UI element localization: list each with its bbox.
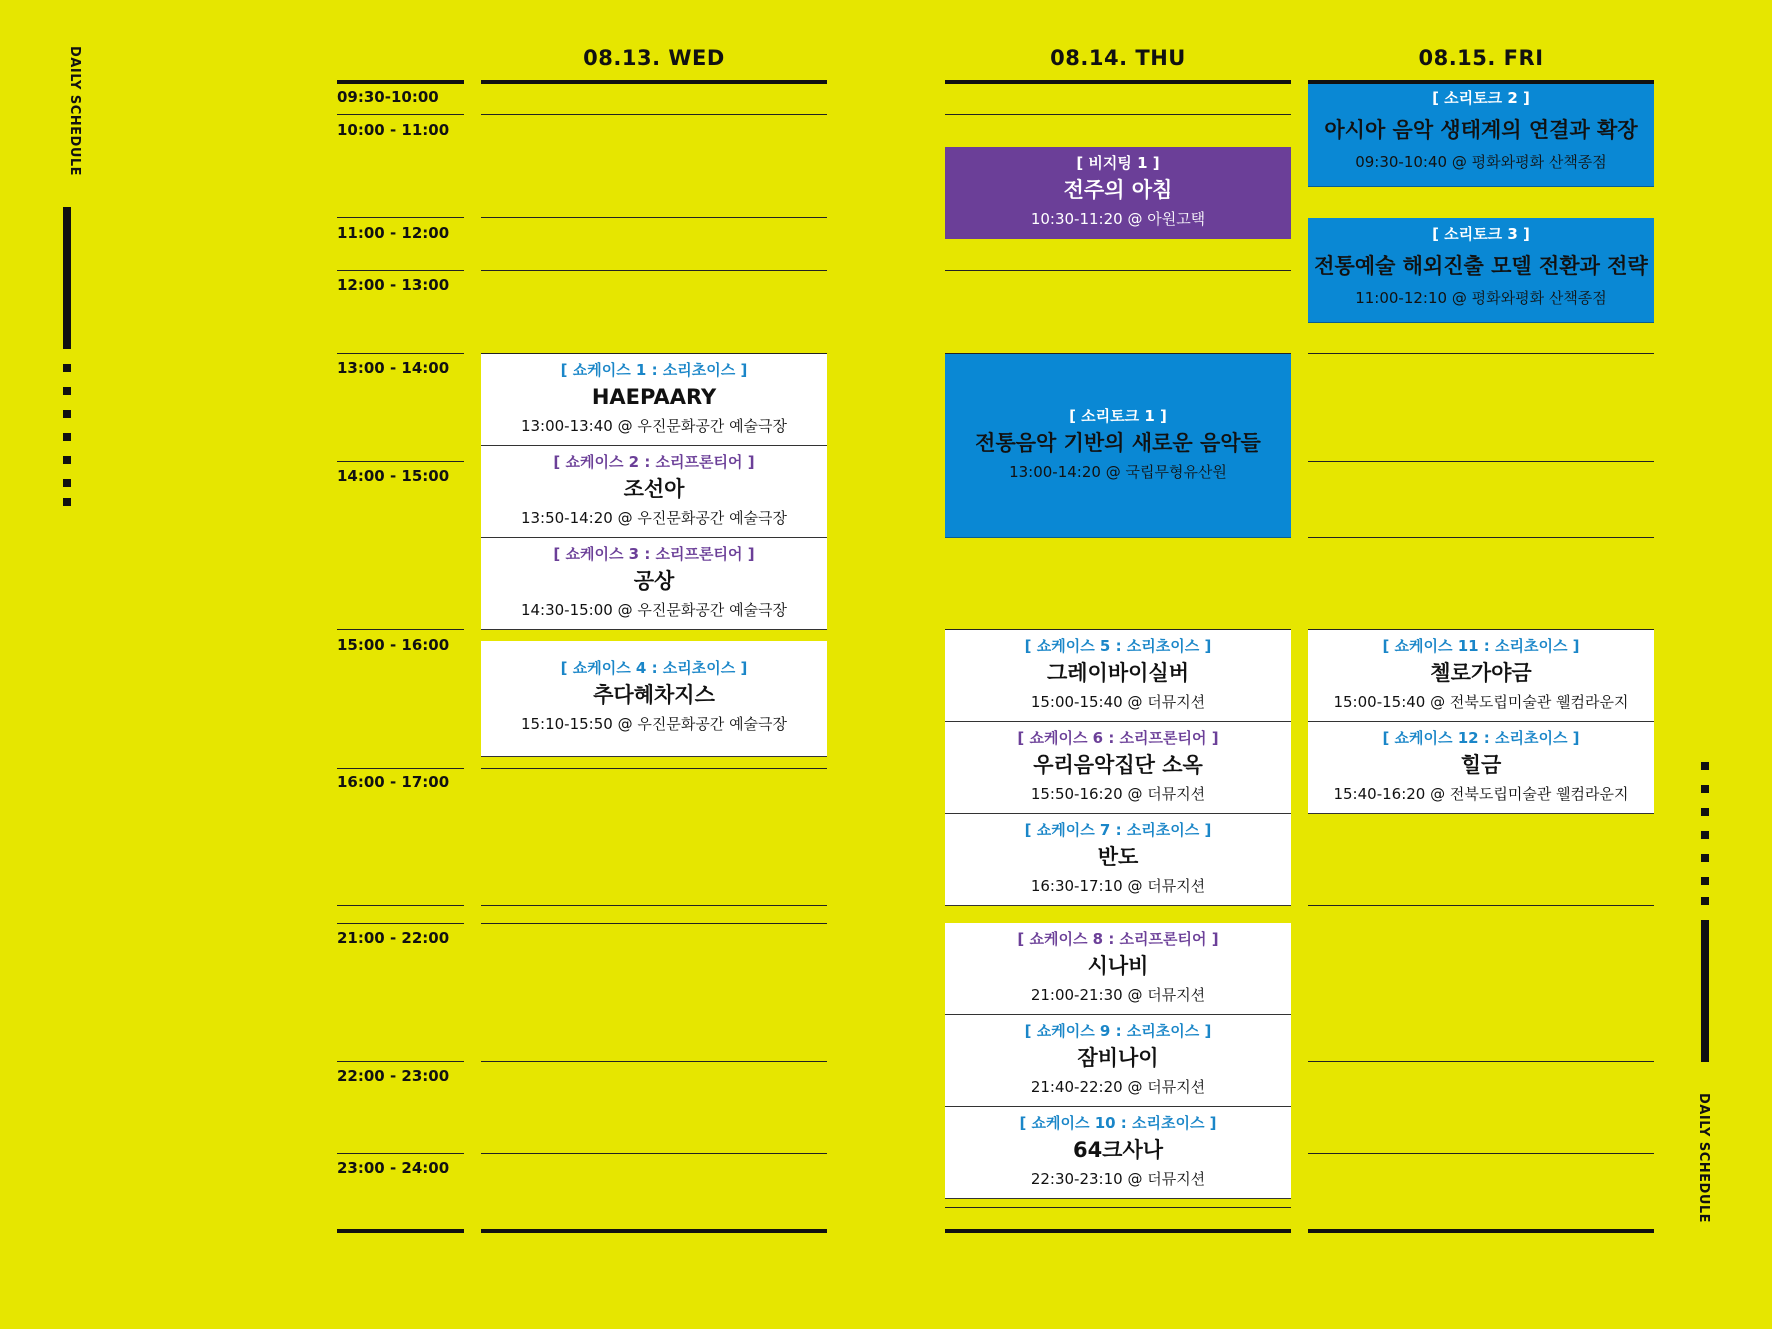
event-tag: [ 쇼케이스 8 : 소리프론티어 ] [1017, 930, 1219, 948]
event-title: 시나비 [1087, 954, 1149, 978]
rule-thin [1308, 905, 1654, 906]
rule-thin [945, 270, 1291, 271]
event-info: 16:30-17:10 @ 더뮤지션 [1030, 877, 1206, 895]
event-tag: [ 쇼케이스 12 : 소리초이스 ] [1382, 729, 1580, 747]
event-tag: [ 소리토크 1 ] [1069, 407, 1167, 425]
rule-thin [481, 1061, 827, 1062]
event-tag: [ 쇼케이스 1 : 소리초이스 ] [560, 361, 748, 379]
event-info: 13:00-13:40 @ 우진문화공간 예술극장 [520, 417, 788, 435]
rule-thin [1308, 1061, 1654, 1062]
event-info: 15:40-16:20 @ 전북도립미술관 웰컴라운지 [1333, 785, 1629, 803]
event-info: 13:00-14:20 @ 국립무형유산원 [1009, 463, 1227, 481]
rule-thin [945, 1207, 1291, 1208]
side-bar-right [1701, 920, 1709, 1062]
day-header-fri: 08.15. FRI [1418, 46, 1544, 70]
event-card[interactable] [481, 446, 827, 538]
rule-thin [337, 923, 464, 924]
event-card[interactable] [945, 1107, 1291, 1199]
rule-thin [337, 217, 464, 218]
side-bar-left [63, 207, 71, 349]
time-slot-label: 13:00 - 14:00 [337, 359, 450, 377]
event-card[interactable] [945, 630, 1291, 722]
time-slot-label: 22:00 - 23:00 [337, 1067, 450, 1085]
time-slot-label: 11:00 - 12:00 [337, 224, 450, 242]
event-card[interactable] [945, 1015, 1291, 1107]
event-info: 11:00-12:10 @ 평화와평화 산책종점 [1355, 289, 1607, 307]
event-info: 22:30-23:10 @ 더뮤지션 [1030, 1170, 1206, 1188]
rule-thin [945, 114, 1291, 115]
event-info: 15:10-15:50 @ 우진문화공간 예술극장 [520, 715, 788, 733]
event-title: 64크사나 [1072, 1138, 1164, 1162]
event-title: 첼로가야금 [1430, 661, 1532, 685]
event-card[interactable] [481, 641, 827, 757]
rule-thin [337, 1061, 464, 1062]
event-tag: [ 쇼케이스 7 : 소리초이스 ] [1024, 821, 1212, 839]
event-info: 15:00-15:40 @ 전북도립미술관 웰컴라운지 [1333, 693, 1629, 711]
rule-thin [481, 905, 827, 906]
side-dot [63, 387, 71, 395]
side-dot [63, 433, 71, 441]
time-slot-label: 14:00 - 15:00 [337, 467, 450, 485]
event-tag: [ 쇼케이스 2 : 소리프론티어 ] [553, 453, 755, 471]
event-info: 21:00-21:30 @ 더뮤지션 [1030, 986, 1206, 1004]
side-dot [1701, 854, 1709, 862]
event-card[interactable] [1308, 722, 1654, 814]
event-tag: [ 쇼케이스 10 : 소리초이스 ] [1019, 1114, 1217, 1132]
event-title: 잠비나이 [1077, 1046, 1159, 1070]
rule-thin [481, 923, 827, 924]
rule-thin [1308, 537, 1654, 538]
side-dot [1701, 831, 1709, 839]
event-card-talk[interactable] [945, 354, 1291, 538]
rule-thin [337, 629, 464, 630]
rule-thin [337, 114, 464, 115]
side-dot [63, 456, 71, 464]
rule-thin [337, 270, 464, 271]
rule-thin [1308, 1153, 1654, 1154]
event-info: 21:40-22:20 @ 더뮤지션 [1030, 1078, 1206, 1096]
event-info: 15:50-16:20 @ 더뮤지션 [1030, 785, 1206, 803]
rule-top-time [337, 80, 464, 84]
event-card[interactable] [945, 923, 1291, 1015]
event-card[interactable] [1308, 630, 1654, 722]
event-title: 조선아 [623, 477, 685, 501]
rule-thin [337, 353, 464, 354]
time-slot-label: 23:00 - 24:00 [337, 1159, 450, 1177]
event-title: 전통예술 해외진출 모델 전환과 전략 [1314, 254, 1648, 278]
event-card[interactable] [481, 538, 827, 630]
event-title: 힐금 [1460, 753, 1502, 777]
event-tag: [ 쇼케이스 5 : 소리초이스 ] [1024, 637, 1212, 655]
event-title: 전통음악 기반의 새로운 음악들 [975, 431, 1261, 455]
time-slot-label: 10:00 - 11:00 [337, 121, 450, 139]
event-info: 09:30-10:40 @ 평화와평화 산책종점 [1355, 153, 1607, 171]
side-dot [63, 498, 71, 506]
side-label-right: DAILY SCHEDULE [1696, 1093, 1711, 1224]
rule-thin [481, 1153, 827, 1154]
rule-thin [481, 270, 827, 271]
rule-thin [1308, 461, 1654, 462]
time-slot-label: 15:00 - 16:00 [337, 636, 450, 654]
event-card-visit[interactable] [945, 147, 1291, 239]
time-slot-label: 09:30-10:00 [337, 88, 439, 106]
event-tag: [ 비지팅 1 ] [1076, 154, 1160, 172]
side-label-left: DAILY SCHEDULE [67, 46, 82, 177]
side-dot [63, 410, 71, 418]
side-dot [63, 479, 71, 487]
day-header-wed: 08.13. WED [583, 46, 725, 70]
rule-bottom-fri [1308, 1229, 1654, 1233]
event-card[interactable] [481, 354, 827, 446]
event-info: 10:30-11:20 @ 아원고택 [1030, 210, 1206, 228]
event-title: HAEPAARY [591, 385, 717, 409]
event-title: 반도 [1097, 845, 1139, 869]
rule-thin [337, 905, 464, 906]
event-title: 그레이바이실버 [1046, 661, 1189, 685]
side-dot [1701, 808, 1709, 816]
time-slot-label: 16:00 - 17:00 [337, 773, 450, 791]
event-tag: [ 소리토크 2 ] [1432, 89, 1530, 107]
event-tag: [ 쇼케이스 6 : 소리프론티어 ] [1017, 729, 1219, 747]
event-title: 전주의 아침 [1063, 178, 1173, 202]
rule-bottom-wed [481, 1229, 827, 1233]
event-card[interactable] [945, 722, 1291, 814]
side-dot [1701, 897, 1709, 905]
side-dot [1701, 877, 1709, 885]
rule-bottom-thu [945, 1229, 1291, 1233]
event-info: 13:50-14:20 @ 우진문화공간 예술극장 [520, 509, 788, 527]
event-tag: [ 쇼케이스 9 : 소리초이스 ] [1024, 1022, 1212, 1040]
day-header-thu: 08.14. THU [1050, 46, 1186, 70]
rule-thin [337, 768, 464, 769]
rule-thin [337, 461, 464, 462]
event-info: 15:00-15:40 @ 더뮤지션 [1030, 693, 1206, 711]
event-card-talk[interactable] [1308, 218, 1654, 323]
event-card-talk[interactable] [1308, 84, 1654, 187]
rule-bottom-time [337, 1229, 464, 1233]
event-tag: [ 소리토크 3 ] [1432, 225, 1530, 243]
rule-top-thu [945, 80, 1291, 84]
event-title: 공상 [633, 569, 675, 593]
time-slot-label: 21:00 - 22:00 [337, 929, 450, 947]
rule-thin [481, 768, 827, 769]
event-info: 14:30-15:00 @ 우진문화공간 예술극장 [520, 601, 788, 619]
event-title: 아시아 음악 생태계의 연결과 확장 [1324, 118, 1638, 142]
time-slot-label: 12:00 - 13:00 [337, 276, 450, 294]
event-title: 우리음악집단 소옥 [1033, 753, 1203, 777]
event-tag: [ 쇼케이스 3 : 소리프론티어 ] [553, 545, 755, 563]
event-tag: [ 쇼케이스 11 : 소리초이스 ] [1382, 637, 1580, 655]
rule-top-wed [481, 80, 827, 84]
event-title: 추다혜차지스 [593, 683, 715, 707]
side-dot [63, 364, 71, 372]
side-dot [1701, 762, 1709, 770]
event-card[interactable] [945, 814, 1291, 906]
event-tag: [ 쇼케이스 4 : 소리초이스 ] [560, 659, 748, 677]
rule-thin [1308, 353, 1654, 354]
rule-thin [337, 1153, 464, 1154]
rule-thin [481, 217, 827, 218]
rule-thin [481, 114, 827, 115]
side-dot [1701, 785, 1709, 793]
